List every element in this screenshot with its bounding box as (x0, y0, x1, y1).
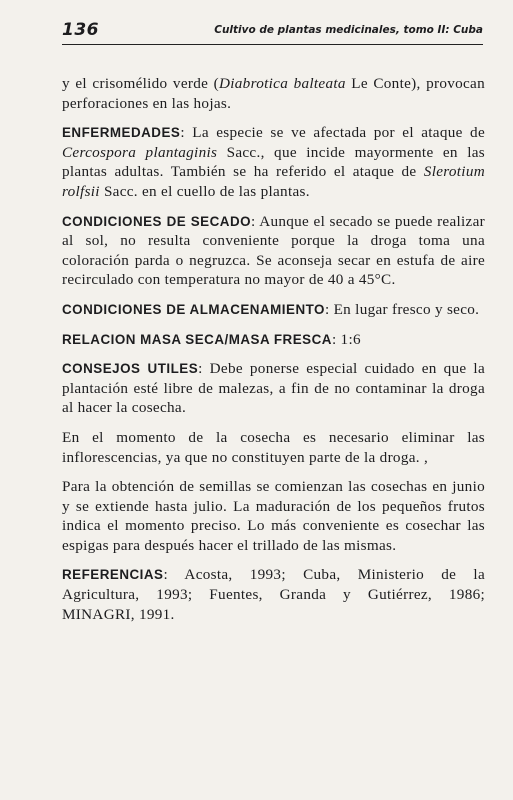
text-segment: Sacc. en el cuello de las plantas. (99, 182, 310, 200)
text-segment: : Acosta, 1993; Cuba, Ministerio de la Agricultura, 1993; Fuentes, Granda y Gutiérrez, 1986; MINAGRI, 1991. (62, 566, 485, 623)
text-segment: Sacc., que incide mayormente en las plantas adultas. También se ha referido el ataque de (62, 143, 485, 181)
paragraph-mass-ratio (62, 330, 485, 350)
text-segment: : 1:6 (331, 330, 361, 348)
page-header (62, 20, 483, 45)
paragraph-diseases (62, 123, 485, 201)
paragraph-references (62, 565, 485, 624)
paragraph-pests (62, 74, 485, 113)
running-title: Cultivo de plantas medicinales, tomo II: Cuba (214, 24, 483, 36)
text-segment: Para la obtención de semillas se comienzan las cosechas en junio y se extiende hasta julio. La maduración de los pequeños frutos indica el momento preciso. Lo más conveniente es cosechar las espigas para después hacer el trillado de las mismas. (62, 478, 485, 554)
paragraph-seeds (62, 477, 485, 555)
section-label: ENFERMEDADES (62, 125, 181, 141)
species-name: Cercospora plantaginis (62, 143, 218, 161)
species-name: Diabrotica balteata (219, 75, 346, 92)
paragraph-drying (62, 212, 485, 290)
text-segment: : Debe ponerse especial cuidado en que la plantación esté libre de malezas, a fin de no contaminar la droga al hacer la cosecha. (62, 360, 485, 417)
text-segment: Le Conte), provocan perforaciones en las hojas. (62, 75, 485, 112)
page-number: 136 (62, 20, 99, 40)
section-label: CONDICIONES DE SECADO (62, 213, 252, 229)
section-label: CONDICIONES DE ALMACENAMIENTO (62, 301, 325, 317)
text-segment: En el momento de la cosecha es necesario eliminar las inflorescencias, ya que no constituyen parte de la droga. , (62, 428, 485, 466)
paragraph-storage (62, 300, 485, 320)
text-segment: y el crisomélido verde ( (62, 75, 219, 92)
section-label: REFERENCIAS (62, 567, 164, 583)
section-label: CONSEJOS UTILES (62, 361, 199, 377)
text-segment: : En lugar fresco y seco. (324, 300, 480, 318)
paragraph-harvest (62, 428, 485, 467)
species-name: Slerotium rolfsii (62, 163, 485, 200)
page-body (62, 74, 485, 634)
text-segment: : Aunque el secado se puede realizar al sol, no resulta conveniente porque la droga toma una coloración parda o negruzca. Se aconseja secar en estufa de aire recirculado con temperatura no mayor de 40 a 45°C. (62, 212, 485, 289)
text-segment: : La especie se ve afectada por el ataque de (180, 124, 485, 142)
section-label: RELACION MASA SECA/MASA FRESCA (62, 331, 332, 347)
paragraph-tips (62, 359, 485, 418)
